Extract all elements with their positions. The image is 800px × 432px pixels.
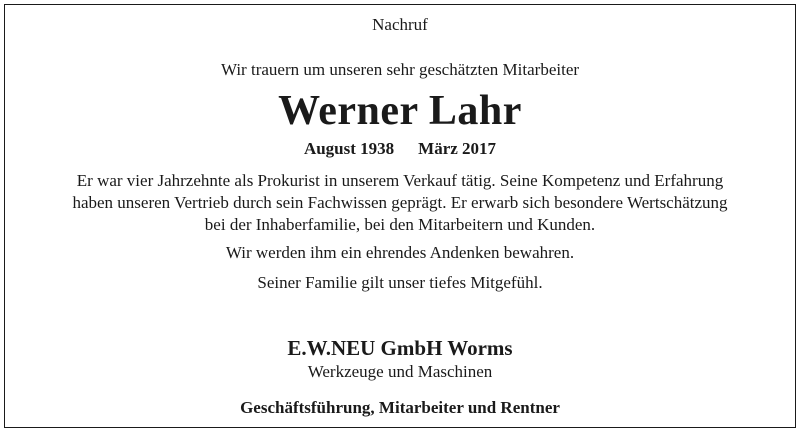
company-name: E.W.NEU GmbH Worms [287, 336, 513, 360]
remembrance-text: Wir werden ihm ein ehrendes Andenken bewahren. [225, 243, 575, 262]
life-dates [5, 139, 795, 159]
sympathy-text: Seiner Familie gilt unser tiefes Mitgefühl. [257, 273, 543, 292]
intro-text: Wir trauern um unseren sehr geschätzten Mitarbeiter [220, 60, 580, 79]
deceased-name: Werner Lahr [278, 88, 522, 134]
tribute-line: haben unseren Vertrieb durch sein Fachwissen geprägt. Er erwarb sich besondere Wertschätzung [72, 193, 728, 212]
tribute-line: Er war vier Jahrzehnte als Prokurist in unserem Verkauf tätig. Seine Kompetenz und Erfahrung [76, 171, 724, 190]
death-date: März 2017 [418, 139, 497, 158]
tribute-line: bei der Inhaberfamilie, bei den Mitarbeitern und Kunden. [204, 215, 596, 234]
signers-text: Geschäftsführung, Mitarbeiter und Rentner [240, 398, 560, 417]
obituary-notice [4, 4, 796, 428]
notice-heading: Nachruf [372, 15, 428, 34]
birth-date: August 1938 [303, 139, 395, 158]
tribute-paragraph [35, 170, 765, 236]
company-subtitle: Werkzeuge und Maschinen [307, 362, 493, 381]
